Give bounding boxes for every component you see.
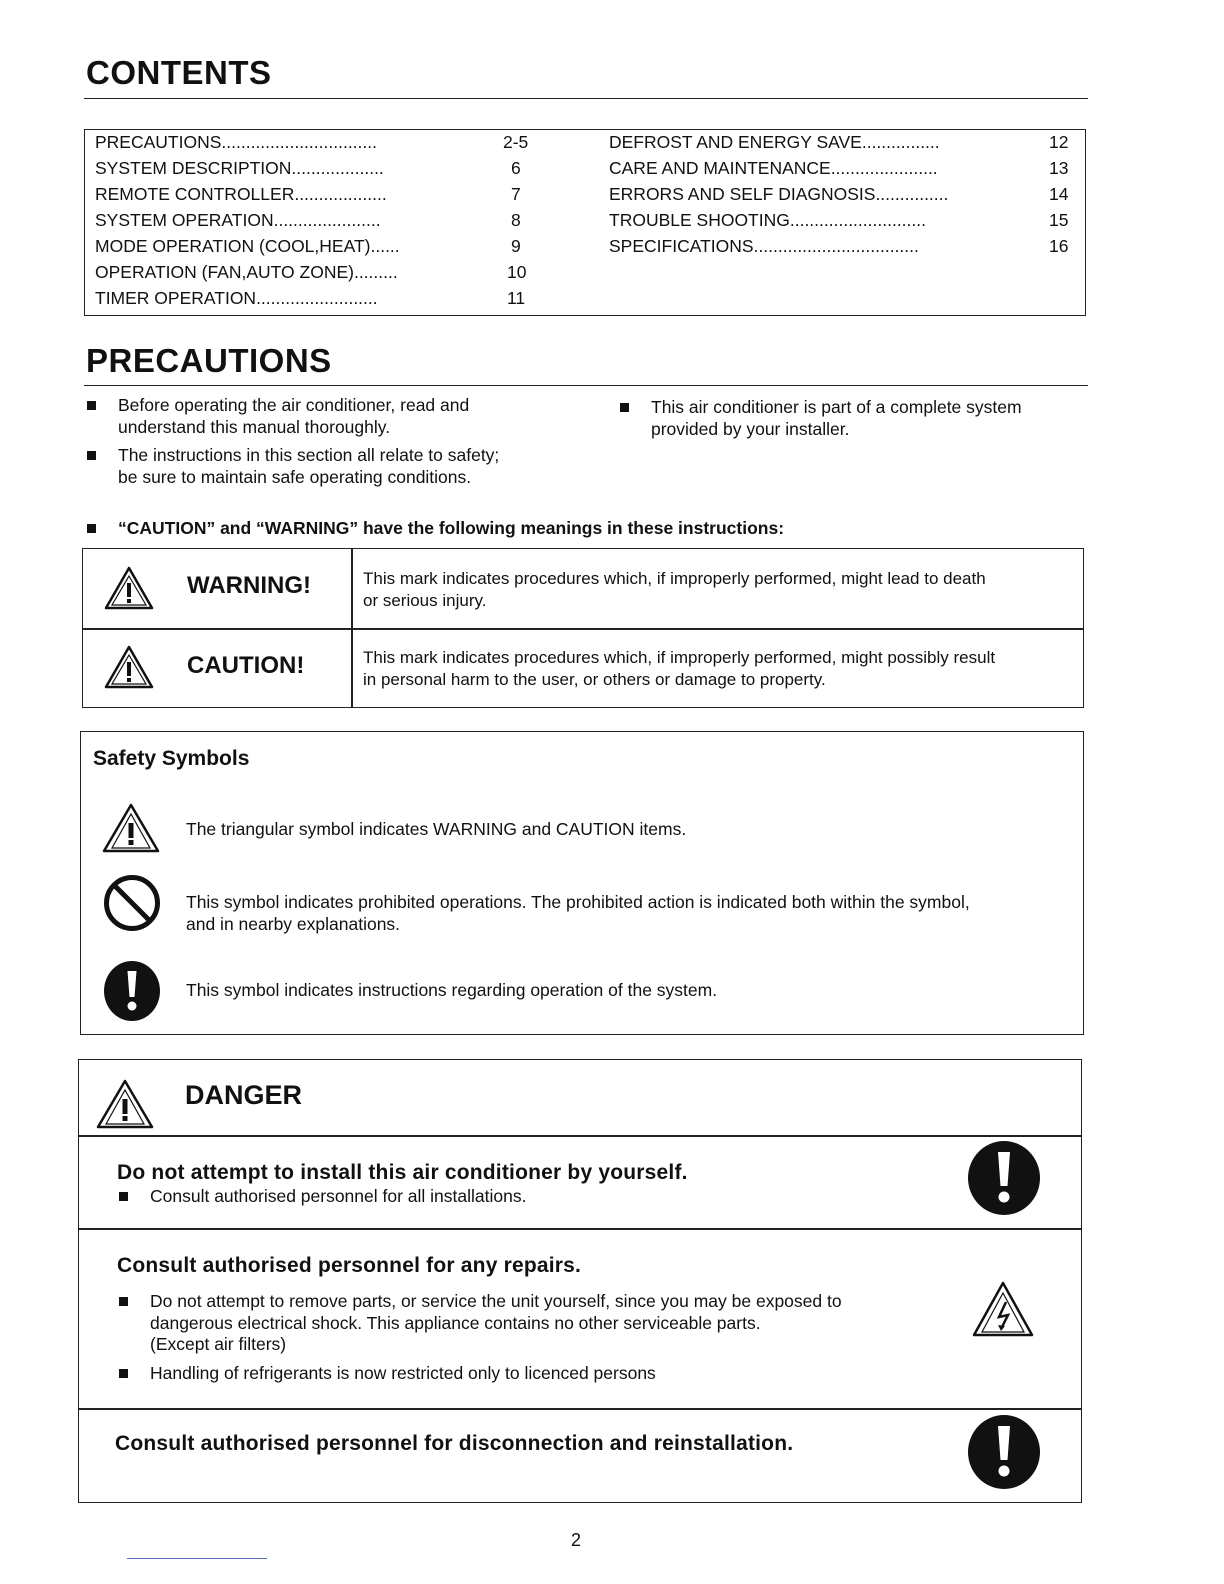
toc-entry[interactable] bbox=[609, 132, 1069, 156]
toc-entry[interactable] bbox=[95, 158, 545, 182]
instruction-exclamation-icon bbox=[967, 1140, 1041, 1216]
toc-entry-label: SPECIFICATIONS.................................. bbox=[609, 236, 919, 256]
repairs-bullet-text: Do not attempt to remove parts, or service the unit yourself, since you may be exposed to dangerous electrical shock. This appliance contains no other serviceable parts. (Except air filters) bbox=[150, 1291, 842, 1354]
toc-entry[interactable] bbox=[95, 184, 545, 208]
bullet-square-icon bbox=[87, 524, 96, 533]
bullet-text: The instructions in this section all relate to safety; be sure to maintain safe operating conditions. bbox=[118, 445, 500, 487]
danger-box bbox=[78, 1059, 1082, 1503]
contents-rule bbox=[84, 98, 1088, 99]
footer-link-line bbox=[127, 1558, 267, 1559]
toc-entry[interactable] bbox=[609, 158, 1069, 182]
prohibited-icon bbox=[103, 874, 161, 932]
toc-entry-page: 12 bbox=[1049, 132, 1069, 152]
warning-label: WARNING! bbox=[187, 572, 311, 599]
install-bullet bbox=[119, 1186, 919, 1210]
toc-entry-page: 9 bbox=[511, 236, 521, 256]
toc-entry[interactable] bbox=[95, 236, 545, 260]
meanings-intro bbox=[87, 518, 1087, 542]
bullet-square-icon bbox=[119, 1297, 128, 1306]
bullet-text: Before operating the air conditioner, read and understand this manual thoroughly. bbox=[118, 395, 470, 437]
warning-triangle-icon bbox=[101, 802, 161, 854]
toc-entry[interactable] bbox=[95, 262, 545, 286]
bullet-text: This air conditioner is part of a complete system provided by your installer. bbox=[651, 397, 1022, 439]
danger-divider bbox=[79, 1135, 1081, 1137]
refrigerant-bullet-text: Handling of refrigerants is now restricted only to licenced persons bbox=[150, 1363, 656, 1383]
warning-triangle-icon bbox=[103, 565, 155, 611]
prohibited-symbol-text: This symbol indicates prohibited operations. The prohibited action is indicated both within the symbol, and in nearby explanations. bbox=[186, 892, 970, 934]
repairs-heading: Consult authorised personnel for any repairs. bbox=[117, 1254, 582, 1277]
toc-entry-page: 15 bbox=[1049, 210, 1069, 230]
toc-entry[interactable] bbox=[95, 288, 545, 312]
meanings-table bbox=[82, 548, 1084, 708]
caution-triangle-icon bbox=[103, 644, 155, 690]
toc-entry-label: CARE AND MAINTENANCE...................... bbox=[609, 158, 938, 178]
toc-entry-label: PRECAUTIONS................................ bbox=[95, 132, 377, 152]
instruction-symbol-text: This symbol indicates instructions regarding operation of the system. bbox=[186, 980, 718, 1000]
toc-entry-page: 8 bbox=[511, 210, 521, 230]
meanings-intro-text: “CAUTION” and “WARNING” have the following meanings in these instructions: bbox=[118, 518, 785, 538]
reinstallation-heading: Consult authorised personnel for disconnection and reinstallation. bbox=[115, 1432, 794, 1455]
caution-description: This mark indicates procedures which, if improperly performed, might possibly result in personal harm to the user, or others or damage to property. bbox=[363, 648, 996, 689]
precaution-bullet bbox=[87, 445, 587, 489]
bullet-square-icon bbox=[87, 401, 96, 410]
bullet-square-icon bbox=[87, 451, 96, 460]
toc-entry[interactable] bbox=[95, 210, 545, 234]
install-bullet-text: Consult authorised personnel for all installations. bbox=[150, 1186, 527, 1206]
caution-label: CAUTION! bbox=[187, 652, 305, 679]
triangle-symbol-text: The triangular symbol indicates WARNING and CAUTION items. bbox=[186, 819, 687, 839]
instruction-exclamation-icon bbox=[103, 960, 161, 1022]
toc-entry-label: REMOTE CONTROLLER................... bbox=[95, 184, 387, 204]
danger-title: DANGER bbox=[185, 1080, 303, 1110]
instruction-exclamation-icon bbox=[967, 1414, 1041, 1490]
precaution-bullet bbox=[87, 395, 587, 439]
toc-entry-label: SYSTEM DESCRIPTION................... bbox=[95, 158, 384, 178]
danger-triangle-icon bbox=[95, 1078, 155, 1130]
toc-entry-page: 13 bbox=[1049, 158, 1069, 178]
toc-entry[interactable] bbox=[609, 236, 1069, 260]
toc-entry-label: SYSTEM OPERATION...................... bbox=[95, 210, 381, 230]
safety-symbols-box bbox=[80, 731, 1084, 1035]
toc-entry-page: 6 bbox=[511, 158, 521, 178]
warning-description: This mark indicates procedures which, if improperly performed, might lead to death or serious injury. bbox=[363, 569, 986, 610]
toc-entry[interactable] bbox=[609, 184, 1069, 208]
toc-entry-page: 10 bbox=[507, 262, 527, 282]
danger-divider bbox=[79, 1408, 1081, 1410]
toc-entry-label: MODE OPERATION (COOL,HEAT)...... bbox=[95, 236, 400, 256]
precautions-rule bbox=[84, 385, 1088, 386]
toc-entry-label: OPERATION (FAN,AUTO ZONE)......... bbox=[95, 262, 398, 282]
toc-entry-label: TIMER OPERATION......................... bbox=[95, 288, 378, 308]
toc-entry-page: 14 bbox=[1049, 184, 1069, 204]
safety-symbols-title: Safety Symbols bbox=[93, 747, 250, 770]
contents-title: CONTENTS bbox=[86, 54, 272, 91]
repairs-bullet bbox=[119, 1291, 969, 1357]
bullet-square-icon bbox=[119, 1192, 128, 1201]
page-number: 2 bbox=[571, 1530, 582, 1550]
toc-entry[interactable] bbox=[95, 132, 545, 156]
repairs-bullet bbox=[119, 1363, 969, 1387]
precaution-bullet bbox=[620, 397, 1080, 441]
danger-divider bbox=[79, 1228, 1081, 1230]
toc-entry-label: DEFROST AND ENERGY SAVE................ bbox=[609, 132, 940, 152]
toc-entry-page: 16 bbox=[1049, 236, 1069, 256]
table-divider bbox=[83, 628, 1083, 630]
toc-entry-label: ERRORS AND SELF DIAGNOSIS............... bbox=[609, 184, 949, 204]
install-heading: Do not attempt to install this air conditioner by yourself. bbox=[117, 1161, 688, 1184]
bullet-square-icon bbox=[620, 403, 629, 412]
toc-entry-label: TROUBLE SHOOTING............................ bbox=[609, 210, 926, 230]
toc-entry-page: 11 bbox=[507, 288, 526, 308]
contents-table bbox=[84, 129, 1086, 316]
toc-entry-page: 7 bbox=[511, 184, 521, 204]
toc-entry[interactable] bbox=[609, 210, 1069, 234]
electrical-shock-icon bbox=[971, 1280, 1035, 1338]
precautions-title: PRECAUTIONS bbox=[86, 342, 332, 379]
toc-entry-page: 2-5 bbox=[503, 132, 529, 152]
bullet-square-icon bbox=[119, 1369, 128, 1378]
